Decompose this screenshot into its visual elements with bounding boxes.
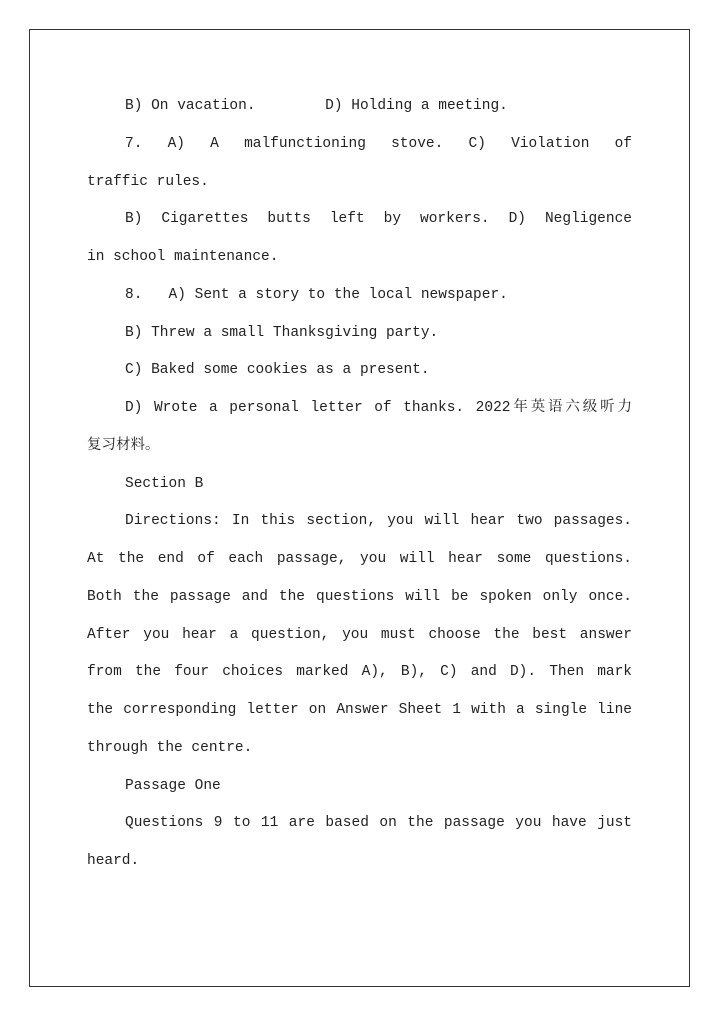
text-line: After you hear a question, you must choose the best answer (87, 626, 632, 643)
text-line: D) Wrote a personal letter of thanks. 2022年英语六级听力 (125, 400, 632, 416)
text-line: 复习材料。 (87, 437, 160, 454)
text-line: in school maintenance. (87, 249, 279, 265)
text-line: B) On vacation. D) Holding a meeting. (125, 98, 508, 114)
text-line: Questions 9 to 11 are based on the passage you have just (125, 815, 632, 832)
text-line: B) Threw a small Thanksgiving party. (125, 324, 439, 341)
text-line: B) Cigarettes butts left by workers. D) Negligence (125, 211, 632, 228)
text-line: 8. A) Sent a story to the local newspaper. (125, 286, 508, 303)
text-line: Both the passage and the questions will be spoken only once. (87, 588, 632, 605)
text-line: At the end of each passage, you will hear some questions. (87, 551, 632, 567)
text-line: 7. A) A malfunctioning stove. C) Violation of (125, 135, 632, 152)
text-line: the corresponding letter on Answer Sheet 1 with a single line (87, 702, 632, 718)
text-line: from the four choices marked A), B), C) and D). Then mark (87, 664, 632, 681)
text-line: traffic rules. (87, 173, 209, 190)
text-line: Directions: In this section, you will hear two passages. (125, 513, 632, 530)
text-line: C) Baked some cookies as a present. (125, 362, 430, 379)
text-line: Section B (125, 475, 204, 492)
text-line: through the centre. (87, 739, 253, 756)
text-line: Passage One (125, 777, 221, 794)
document-body (87, 92, 632, 885)
text-line: heard. (87, 853, 140, 869)
